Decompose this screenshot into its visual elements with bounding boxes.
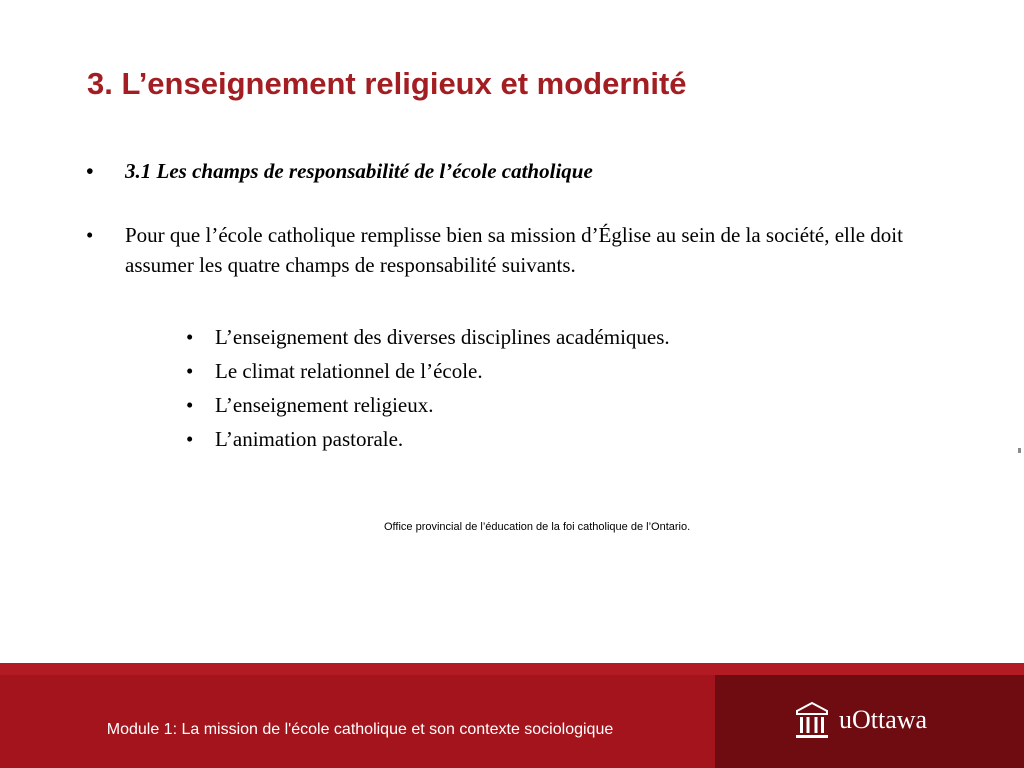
intro-item (86, 220, 916, 280)
bullet-icon: • (186, 325, 194, 349)
list-item (186, 388, 670, 422)
edge-mark (1018, 448, 1021, 453)
logo-wordmark: uOttawa (839, 705, 928, 734)
field-label: L’enseignement religieux. (215, 393, 434, 417)
list-item (186, 422, 670, 456)
bullet-icon: • (186, 427, 194, 451)
bullet-icon: • (86, 223, 94, 247)
bullet-icon: • (86, 159, 94, 183)
logo-panel (715, 675, 1024, 768)
field-label: Le climat relationnel de l’école. (215, 359, 483, 383)
field-label: L’animation pastorale. (215, 427, 404, 451)
field-label: L’enseignement des diverses disciplines académiques. (215, 325, 670, 349)
section-heading: 3.1 Les champs de responsabilité de l’école catholique (125, 159, 593, 183)
responsibility-fields-list (186, 320, 670, 456)
list-item (186, 320, 670, 354)
footer-text-band (0, 675, 715, 768)
university-building-icon (794, 701, 830, 741)
bullet-icon: • (186, 393, 194, 417)
bullet-icon: • (186, 359, 194, 383)
list-item (186, 354, 670, 388)
footer-bar (0, 663, 1024, 768)
module-title: Module 1: La mission de l'école catholique et son contexte sociologique (106, 721, 614, 738)
slide-title: 3. L’enseignement religieux et modernité (87, 66, 687, 101)
section-heading-item (86, 156, 916, 186)
source-citation: Office provincial de l’éducation de la foi catholique de l’Ontario. (384, 521, 691, 533)
intro-text: Pour que l’école catholique remplisse bien sa mission d’Église au sein de la société, elle doit assumer les quatre champs de responsabilité suivants. (125, 223, 903, 277)
main-bullet-list (86, 156, 916, 280)
